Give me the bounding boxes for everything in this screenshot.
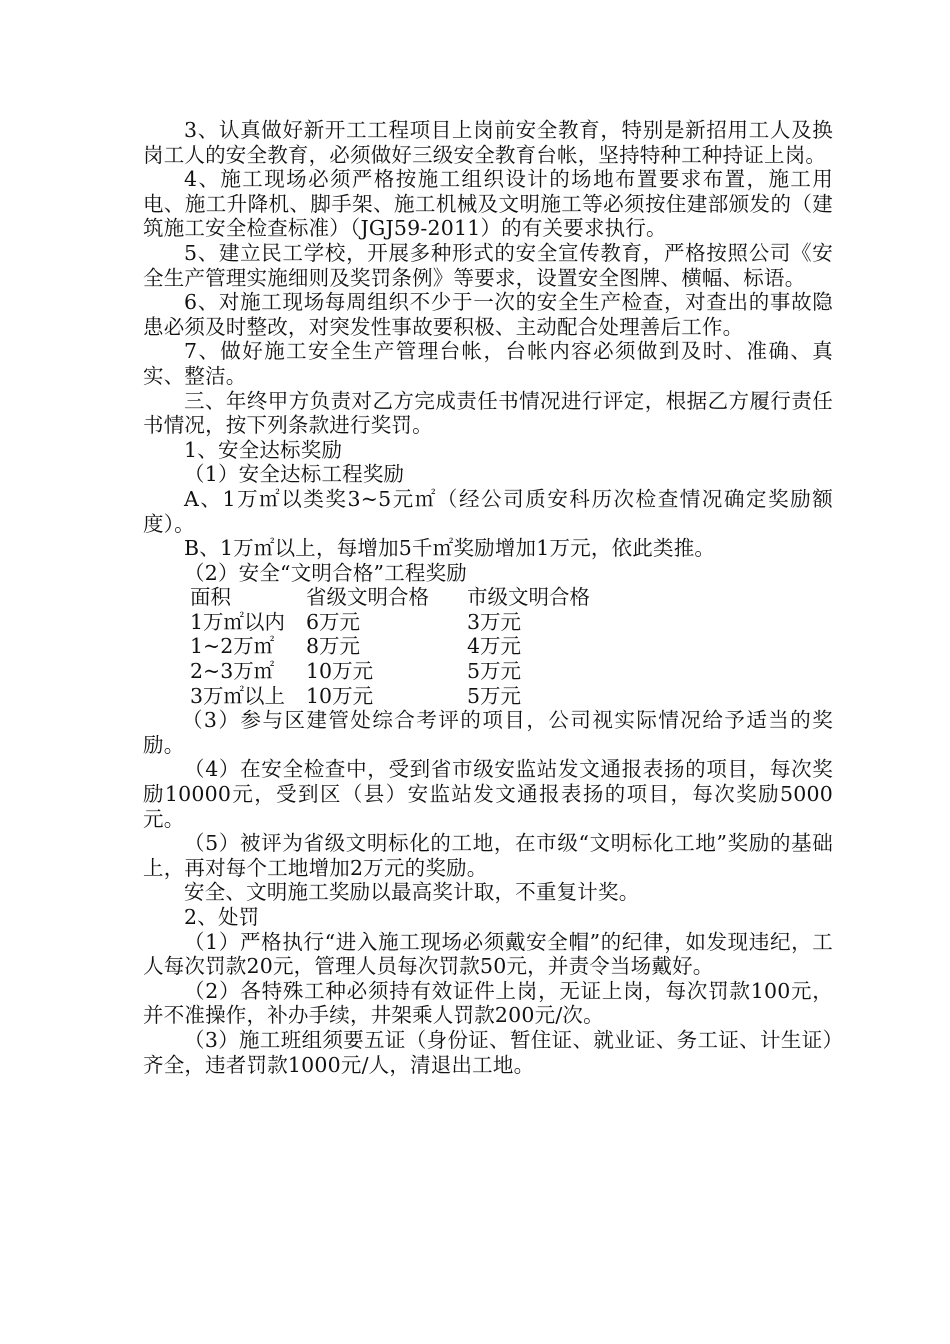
award-item-b: B、1万㎡以上，每增加5千㎡奖励增加1万元，依此类推。	[184, 536, 716, 561]
award-note: 安全、文明施工奖励以最高奖计取，不重复计奖。	[184, 880, 640, 905]
penalty-item-3: （3）施工班组须要五证（身份证、暂住证、就业证、务工证、计生证）齐全，违者罚款1000元/人，清退出工地。	[143, 1027, 833, 1077]
subheading-award-2: （2）安全“文明合格”工程奖励	[184, 560, 468, 585]
paragraph-item-3: 3、认真做好新开工工程项目上岗前安全教育，特别是新招用工人及换岗工人的安全教育，必须做好三级安全教育台帐，坚持特种工种持证上岗。	[143, 118, 833, 167]
paragraph-item-4: 4、施工现场必须严格按施工组织设计的场地布置要求布置，施工用电、施工升降机、脚手架、施工机械及文明施工等必须按住建部颁发的（建筑施工安全检查标准）（JGJ59-2011）的有关要求执行。	[143, 167, 833, 241]
document-page	[143, 118, 833, 1077]
table-row	[190, 610, 617, 635]
award-header-area: 面积	[190, 585, 231, 610]
award-item-3: （3）参与区建管处综合考评的项目，公司视实际情况给予适当的奖励。	[143, 708, 833, 757]
award-header-provincial: 省级文明合格	[306, 585, 429, 610]
table-cell: 6万元	[306, 609, 361, 634]
table-cell: 10万元	[306, 659, 374, 684]
table-cell: 5万元	[467, 659, 522, 684]
penalty-item-1: （1）严格执行“进入施工现场必须戴安全帽”的纪律，如发现违纪，工人每次罚款20元，管理人员每次罚款50元，并责令当场戴好。	[143, 929, 833, 979]
table-cell: 1万㎡以内	[190, 609, 286, 634]
award-header-city: 市级文明合格	[467, 585, 590, 610]
table-cell: 2~3万㎡	[190, 659, 275, 684]
heading-penalty: 2、处罚	[184, 905, 260, 929]
table-cell: 10万元	[306, 683, 374, 708]
table-cell: 3万元	[467, 609, 522, 634]
table-row	[190, 659, 617, 684]
table-cell: 8万元	[306, 634, 361, 659]
award-table-header	[190, 585, 617, 610]
table-cell: 5万元	[467, 683, 522, 708]
table-row	[190, 684, 617, 709]
table-cell: 4万元	[467, 634, 522, 659]
subheading-award-1: （1）安全达标工程奖励	[184, 462, 405, 487]
award-item-4: （4）在安全检查中，受到省市级安监站发文通报表扬的项目，每次奖励10000元，受到区（县）安监站发文通报表扬的项目，每次奖励5000元。	[143, 757, 833, 831]
table-cell: 1~2万㎡	[190, 634, 275, 659]
award-item-a: A、1万㎡以类奖3~5元㎡（经公司质安科历次检查情况确定奖励额度）。	[143, 486, 833, 536]
penalty-item-2: （2）各特殊工种必须持有效证件上岗，无证上岗，每次罚款100元，并不准操作，补办手续，井架乘人罚款200元/次。	[143, 978, 833, 1028]
paragraph-item-6: 6、对施工现场每周组织不少于一次的安全生产检查，对查出的事故隐患必须及时整改，对突发性事故要积极、主动配合处理善后工作。	[143, 290, 833, 339]
paragraph-item-7: 7、做好施工安全生产管理台帐，台帐内容必须做到及时、准确、真实、整洁。	[143, 339, 833, 388]
table-row	[190, 634, 617, 659]
paragraph-item-5: 5、建立民工学校，开展多种形式的安全宣传教育，严格按照公司《安全生产管理实施细则及奖罚条例》等要求，设置安全图牌、横幅、标语。	[143, 240, 833, 290]
section-three-paragraph: 三、年终甲方负责对乙方完成责任书情况进行评定，根据乙方履行责任书情况，按下列条款进行奖罚。	[143, 388, 833, 438]
award-item-5: （5）被评为省级文明标化的工地，在市级“文明标化工地”奖励的基础上，再对每个工地增加2万元的奖励。	[143, 831, 833, 880]
table-cell: 3万㎡以上	[190, 683, 286, 708]
heading-safety-award: 1、安全达标奖励	[184, 437, 343, 462]
award-table	[190, 585, 617, 708]
